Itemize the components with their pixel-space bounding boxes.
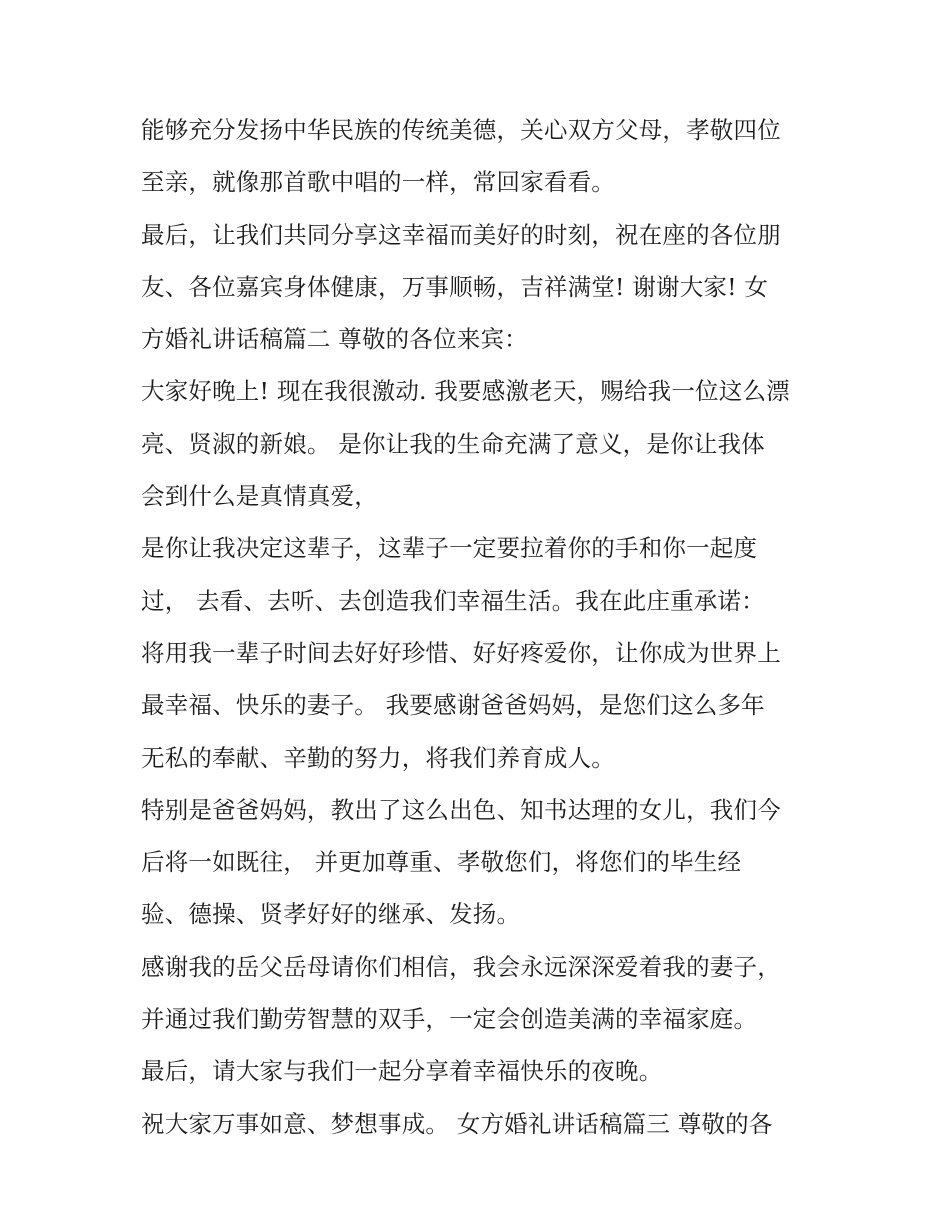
text-line: 无私的奉献、辛勤的努力，将我们养育成人。: [141, 743, 615, 772]
text-line: 友、各位嘉宾身体健康，万事顺畅，吉祥满堂! 谢谢大家! 女: [141, 272, 769, 301]
text-line: 最后，请大家与我们一起分享着幸福快乐的夜晚。: [141, 1057, 663, 1086]
text-line: 将用我一辈子时间去好好珍惜、好好疼爱你，让你成为世界上: [141, 638, 781, 667]
text-line: 是你让我决定这辈子，这辈子一定要拉着你的手和你一起度: [141, 534, 758, 563]
text-line: 亮、贤淑的新娘。 是你让我的生命充满了意义，是你让我体: [141, 429, 765, 458]
document-body: [141, 104, 831, 1150]
text-line: 最后，让我们共同分享这幸福而美好的时刻，祝在座的各位朋: [141, 220, 781, 249]
text-line: 会到什么是真情真爱，: [141, 482, 378, 511]
text-line: 祝大家万事如意、梦想事成。 女方婚礼讲话稿篇三 尊敬的各: [141, 1109, 773, 1138]
text-line: 大家好晚上! 现在我很激动. 我要感激老天，赐给我一位这么漂: [141, 377, 790, 406]
text-line: 方婚礼讲话稿篇二 尊敬的各位来宾：: [141, 325, 528, 354]
text-line: 并通过我们勤劳智慧的双手，一定会创造美满的幸福家庭。: [141, 1005, 758, 1034]
text-line: 能够充分发扬中华民族的传统美德，关心双方父母，孝敬四位: [141, 116, 781, 144]
text-line: 感谢我的岳父岳母请你们相信，我会永远深深爱着我的妻子，: [141, 952, 781, 981]
text-line: 特别是爸爸妈妈，教出了这么出色、知书达理的女儿，我们今: [141, 795, 781, 824]
text-line: 后将一如既往， 并更加尊重、孝敬您们，将您们的毕生经: [141, 848, 742, 877]
text-line: 至亲，就像那首歌中唱的一样，常回家看看。: [141, 168, 615, 197]
text-line: 过， 去看、去听、去创造我们幸福生活。我在此庄重承诺：: [141, 586, 765, 615]
text-line: 最幸福、快乐的妻子。 我要感谢爸爸妈妈，是您们这么多年: [141, 691, 765, 720]
text-line: 验、德操、贤孝好好的继承、发扬。: [141, 900, 521, 929]
